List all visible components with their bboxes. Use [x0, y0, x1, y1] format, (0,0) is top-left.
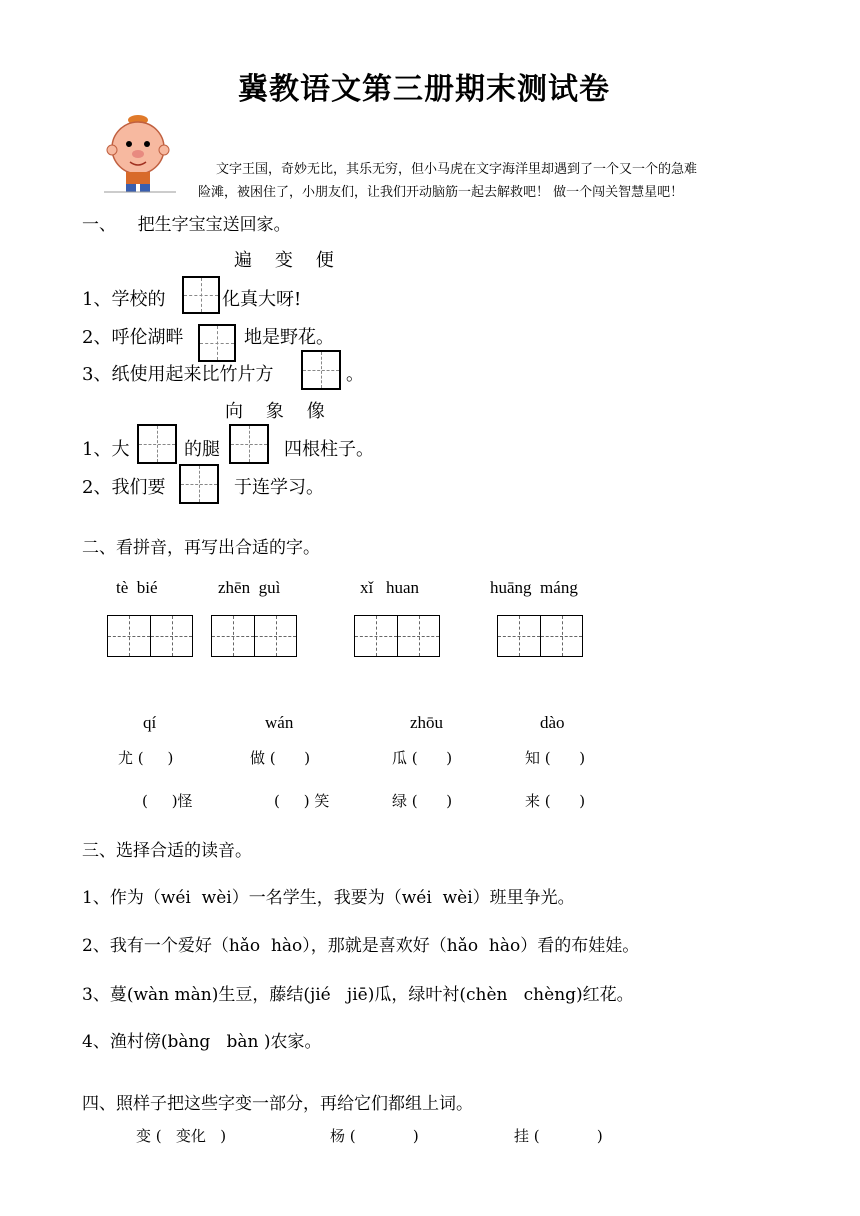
- intro-line-2: 险滩，被困住了，小朋友们，让我们开动脑筋一起去解救吧！ 做一个闯关智慧星吧！: [198, 185, 684, 200]
- fill-item[interactable]: 尤 ( ): [118, 749, 174, 767]
- pinyin-word: xǐ huan: [360, 578, 420, 597]
- answer-box[interactable]: [229, 424, 269, 464]
- section-1-heading: 一、 把生字宝宝送回家。: [82, 215, 291, 235]
- fill-item[interactable]: ( )怪: [142, 792, 193, 810]
- pinyin-single: wán: [265, 713, 294, 732]
- cartoon-boy-image: [104, 112, 176, 194]
- question-2[interactable]: 2、我有一个爱好（hǎo hào），那就是喜欢好（hǎo hào）看的布娃娃。: [82, 936, 640, 956]
- writing-grid[interactable]: [354, 615, 440, 657]
- pinyin-single: zhōu: [410, 713, 444, 732]
- group-2-chars: 向 象 像: [225, 401, 325, 422]
- writing-grid[interactable]: [497, 615, 583, 657]
- section-2-heading: 二、看拼音，再写出合适的字。: [82, 538, 320, 558]
- g1-q3-text-a: 3、纸使用起来比竹片方: [82, 364, 274, 385]
- g1-q2-text-b: 地是野花。: [244, 327, 334, 348]
- pinyin-word: tè bié: [116, 578, 158, 597]
- fill-item[interactable]: 来 ( ): [525, 792, 586, 810]
- g1-q2-text-a: 2、呼伦湖畔: [82, 327, 184, 348]
- group-1-chars: 遍 变 便: [234, 250, 334, 271]
- question-1[interactable]: 1、作为（wéi wèi）一名学生，我要为（wéi wèi）班里争光。: [82, 888, 575, 908]
- question-3[interactable]: 3、蔓(wàn màn)生豆，藤结(jié jiē)瓜，绿叶衬(chèn chèng)红花。: [82, 985, 634, 1005]
- writing-grid[interactable]: [211, 615, 297, 657]
- g1-q1-text-b: 化真大呀!: [222, 289, 302, 310]
- pinyin-word: zhēn guì: [218, 578, 281, 597]
- answer-box[interactable]: [179, 464, 219, 504]
- answer-box[interactable]: [137, 424, 177, 464]
- answer-box[interactable]: [198, 324, 236, 362]
- g2-q1-text-a: 1、大: [82, 439, 130, 460]
- pinyin-single: dào: [540, 713, 565, 732]
- example-item: 变 ( 变化 ): [136, 1127, 227, 1145]
- fill-item[interactable]: 做 ( ): [250, 749, 311, 767]
- section-4-heading: 四、照样子把这些字变一部分，再给它们都组上词。: [82, 1094, 473, 1114]
- writing-grid[interactable]: [107, 615, 193, 657]
- fill-item[interactable]: 瓜 ( ): [392, 749, 453, 767]
- fill-item[interactable]: 知 ( ): [525, 749, 586, 767]
- g2-q2-text-b: 于连学习。: [234, 477, 324, 498]
- answer-box[interactable]: [301, 350, 341, 390]
- answer-box[interactable]: [182, 276, 220, 314]
- g2-q1-text-b: 的腿: [184, 439, 220, 460]
- question-4[interactable]: 4、渔村傍(bàng bàn )农家。: [82, 1032, 322, 1052]
- fill-item[interactable]: 挂 ( ): [514, 1127, 603, 1145]
- fill-item[interactable]: 杨 ( ): [330, 1127, 419, 1145]
- pinyin-single: qí: [143, 713, 157, 732]
- fill-item[interactable]: ( ) 笑: [274, 792, 330, 810]
- g2-q1-text-c: 四根柱子。: [284, 439, 374, 460]
- g1-q1-text-a: 1、学校的: [82, 289, 166, 310]
- section-3-heading: 三、选择合适的读音。: [82, 841, 252, 861]
- g2-q2-text-a: 2、我们要: [82, 477, 166, 498]
- fill-item[interactable]: 绿 ( ): [392, 792, 453, 810]
- intro-line-1: 文字王国，奇妙无比，其乐无穷，但小马虎在文字海洋里却遇到了一个又一个的急难: [216, 162, 698, 177]
- g1-q3-text-b: 。: [346, 364, 364, 385]
- page-title: 冀教语文第三册期末测试卷: [238, 72, 610, 107]
- pinyin-word: huāng máng: [490, 578, 578, 597]
